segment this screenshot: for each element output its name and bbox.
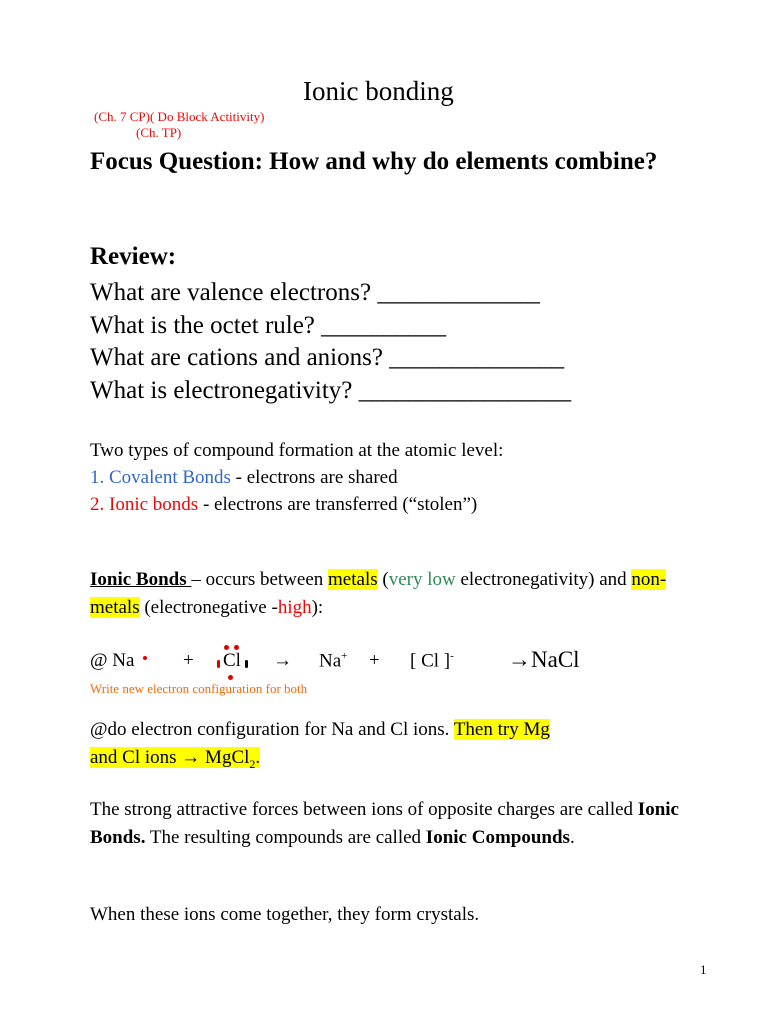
ionic-bonds-text: - electrons are transferred (“stolen”) xyxy=(198,494,478,515)
ionic-bonds-term: Ionic Bonds xyxy=(90,569,192,590)
covalent-bonds-label: 1. Covalent Bonds xyxy=(90,467,231,488)
formation-intro: Two types of compound formation at the atomic level: xyxy=(90,440,504,461)
note-text: Write new electron configuration for both xyxy=(90,681,308,696)
ionic-bonds-definition: Ionic Bonds – occurs between metals (very low electronegativity) and non-metals (electronegative -high): xyxy=(90,569,667,618)
mg-highlight: Then try Mg xyxy=(453,719,550,740)
electron-dot xyxy=(228,675,233,680)
ionic-bonds-line xyxy=(90,494,477,516)
review-question: What is electronegativity? _________________ xyxy=(90,377,572,404)
equation-na-ion: Na+ xyxy=(319,650,348,672)
chapter-reference: (Ch. 7 CP)( Do Block Actitivity) xyxy=(94,109,265,124)
chapter-reference-tp: (Ch. TP) xyxy=(136,125,182,140)
high-text: high xyxy=(277,597,312,618)
equation-cl: Cl xyxy=(223,650,241,671)
electron-dot xyxy=(217,660,220,668)
review-question: What are valence electrons? _____________ xyxy=(90,279,540,306)
crystals-text: When these ions come together, they form crystals. xyxy=(90,904,480,925)
equation-arrow: → xyxy=(273,650,292,671)
review-question: What is the octet rule? __________ xyxy=(90,312,447,339)
electron-dot xyxy=(224,645,229,650)
metals-highlight: metals xyxy=(328,569,378,590)
covalent-bonds-text: - electrons are shared xyxy=(230,467,398,488)
electron-dot xyxy=(143,656,147,660)
page-number: 1 xyxy=(700,962,707,977)
attractive-forces-paragraph: The strong attractive forces between ions of opposite charges are called Ionic Bonds. The resulting compounds are called Ionic Compounds. xyxy=(90,799,679,848)
equation-plus: + xyxy=(369,650,380,671)
review-heading: Review: xyxy=(90,243,177,270)
config-paragraph: @do electron configuration for Na and Cl ions. Then try Mg and Cl ions → MgCl$_2$. xyxy=(90,719,550,771)
equation-product: →NaCl xyxy=(508,647,580,672)
page-title: Ionic bonding xyxy=(303,76,454,106)
electron-dot xyxy=(234,645,239,650)
non-metals-highlight: non-metals xyxy=(90,569,667,618)
equation-na: @ Na xyxy=(90,650,135,671)
covalent-bonds-line xyxy=(90,467,398,489)
equation-plus: + xyxy=(183,650,194,671)
very-low-text: very low xyxy=(388,569,456,590)
equation-cl-ion: [ Cl ]- xyxy=(410,650,454,672)
ionic-bonds-label: 2. Ionic bonds xyxy=(90,494,199,515)
focus-question: Focus Question: How and why do elements combine? xyxy=(90,148,658,175)
mgcl2-highlight: and Cl ions → MgCl$_2$. xyxy=(90,747,261,771)
review-question: What are cations and anions? ______________ xyxy=(90,344,565,371)
electron-dot xyxy=(245,660,248,668)
